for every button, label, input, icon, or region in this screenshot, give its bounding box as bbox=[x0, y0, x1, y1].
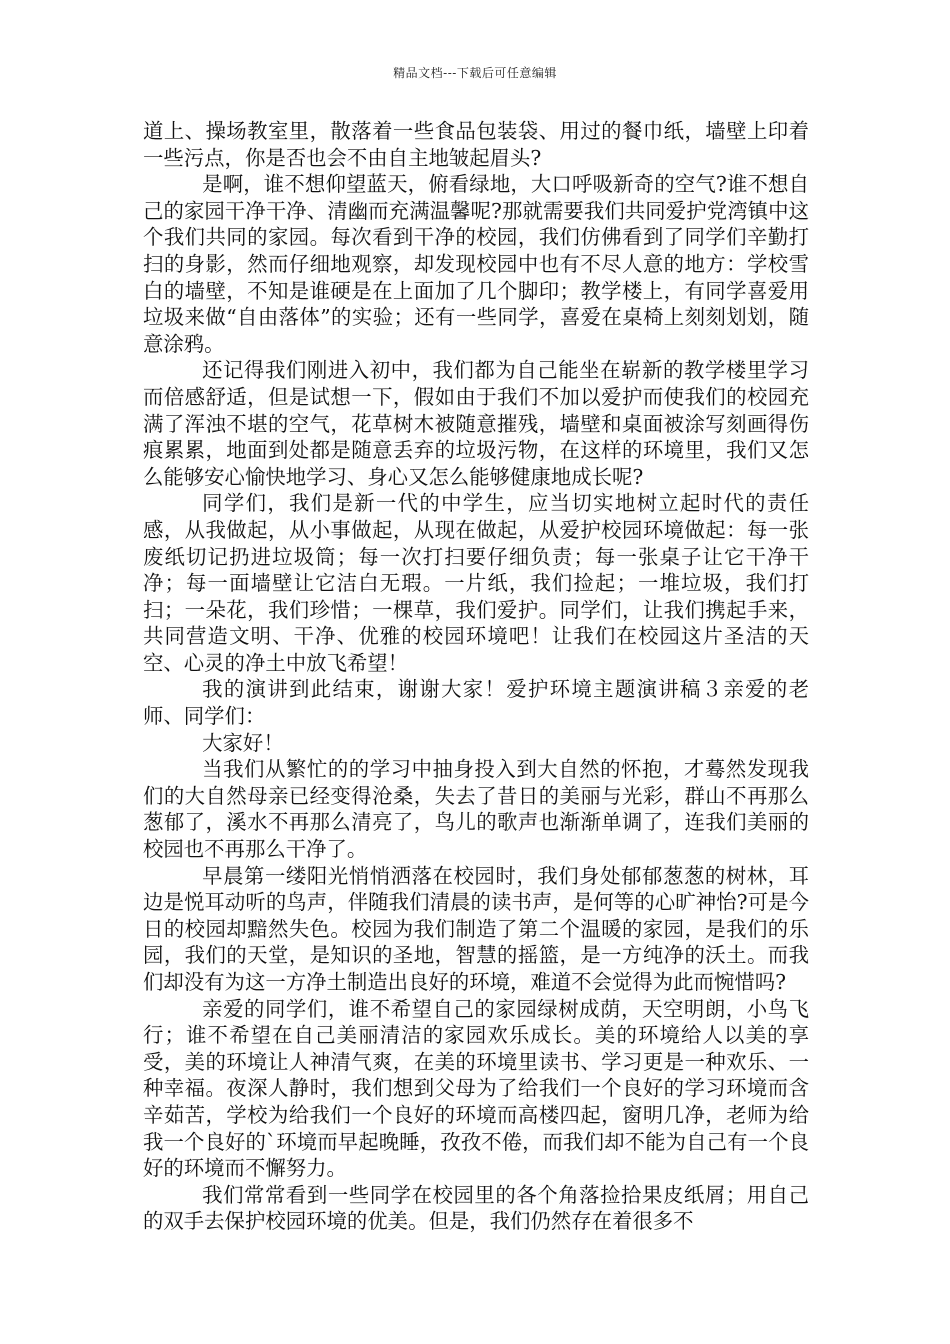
document-body bbox=[143, 118, 809, 1235]
paragraph: 亲爱的同学们，谁不希望自己的家园绿树成荫，天空明朗，小鸟飞行；谁不希望在自己美丽清洁的家园欢乐成长。美的环境给人以美的享受，美的环境让人神清气爽，在美的环境里读书、学习更是一种欢乐、一种幸福。夜深人静时，我们想到父母为了给我们一个良好的学习环境而含辛茹苦，学校为给我们一个良好的环境而高楼四起，窗明几净，老师为给我一个良好的`环境而早起晚睡，孜孜不倦，而我们却不能为自己有一个良好的环境而不懈努力。 bbox=[143, 996, 809, 1181]
paragraph: 我的演讲到此结束，谢谢大家！爱护环境主题演讲稿３亲爱的老师、同学们： bbox=[143, 677, 809, 729]
paragraph: 大家好！ bbox=[202, 730, 284, 755]
paragraph: 还记得我们刚进入初中，我们都为自己能坐在崭新的教学楼里学习而倍感舒适，但是试想一下，假如由于我们不加以爱护而使我们的校园充满了浑浊不堪的空气，花草树木被随意摧残，墙壁和桌面被涂写刻画得伤痕累累，地面到处都是随意丢弃的垃圾污物，在这样的环境里，我们又怎么能够安心愉快地学习、身心又怎么能够健康地成长呢? bbox=[143, 358, 809, 489]
paragraph: 道上、操场教室里，散落着一些食品包装袋、用过的餐巾纸，墙壁上印着一些污点，你是否也会不由自主地皱起眉头? bbox=[143, 119, 809, 170]
paragraph: 是啊，谁不想仰望蓝天，俯看绿地，大口呼吸新奇的空气?谁不想自己的家园干净干净、清幽而充满温馨呢?那就需要我们共同爱护党湾镇中这个我们共同的家园。每次看到干净的校园，我们仿佛看到了同学们辛勤打扫的身影，然而仔细地观察，却发现校园中也有不尽人意的地方：学校雪白的墙壁，不知是谁硬是在上面加了几个脚印；教学楼上，有同学喜爱用垃圾来做“自由落体”的实验；还有一些同学，喜爱在桌椅上刻刻划划，随意涂鸦。 bbox=[143, 172, 809, 356]
paragraph: 早晨第一缕阳光悄悄洒落在校园时，我们身处郁郁葱葱的树林，耳边是悦耳动听的鸟声，伴随我们清晨的读书声，是何等的心旷神怡?可是今日的校园却黯然失色。校园为我们制造了第二个温暖的家园，是我们的乐园，我们的天堂，是知识的圣地，智慧的摇篮，是一方纯净的沃土。而我们却没有为这一方净土制造出良好的环境，难道不会觉得为此而惋惜吗? bbox=[143, 863, 809, 994]
paragraph: 同学们，我们是新一代的中学生，应当切实地树立起时代的责任感，从我做起，从小事做起，从现在做起，从爱护校园环境做起：每一张废纸切记扔进垃圾筒；每一次打扫要仔细负责；每一张桌子让它干净干净；每一面墙壁让它洁白无瑕。一片纸，我们捡起；一堆垃圾，我们打扫；一朵花，我们珍惜；一棵草，我们爱护。同学们，让我们携起手来，共同营造文明、干净、优雅的校园环境吧！让我们在校园这片圣洁的天空、心灵的净土中放飞希望！ bbox=[143, 491, 809, 675]
page-header: 精品文档---下载后可任意编辑 bbox=[393, 66, 557, 80]
paragraph: 当我们从繁忙的的学习中抽身投入到大自然的怀抱，才蓦然发现我们的大自然母亲已经变得沧桑，失去了昔日的美丽与光彩，群山不再那么葱郁了，溪水不再那么清亮了，鸟儿的歌声也渐渐单调了，连我们美丽的校园也不再那么干净了。 bbox=[143, 757, 809, 862]
paragraph: 我们常常看到一些同学在校园里的各个角落捡拾果皮纸屑；用自己的双手去保护校园环境的优美。但是，我们仍然存在着很多不 bbox=[143, 1182, 809, 1234]
